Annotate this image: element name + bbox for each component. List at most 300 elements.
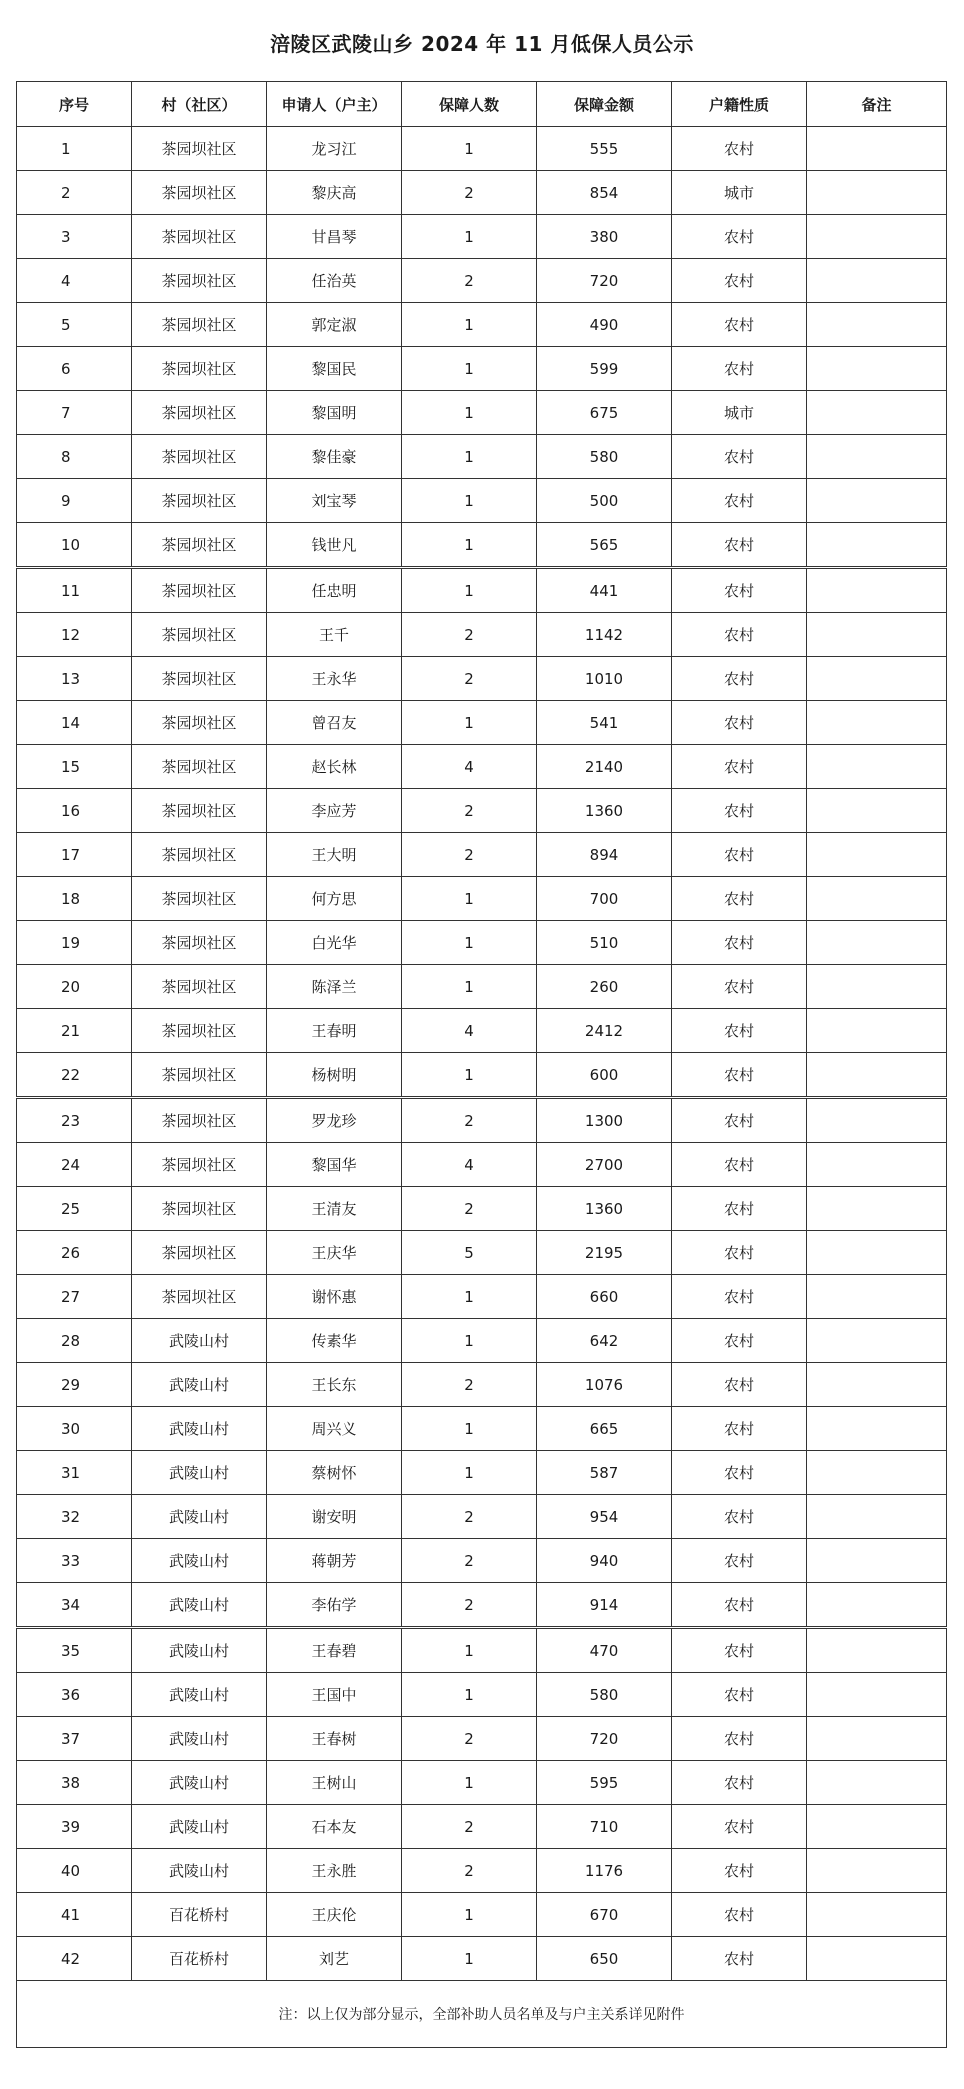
table-row xyxy=(17,435,947,479)
cell-seq: 12 xyxy=(17,613,132,657)
cell-amount: 260 xyxy=(537,965,672,1009)
cell-amount: 670 xyxy=(537,1893,672,1937)
table-row xyxy=(17,965,947,1009)
cell-household-type: 农村 xyxy=(672,789,807,833)
cell-seq: 5 xyxy=(17,303,132,347)
cell-people-count: 1 xyxy=(402,1937,537,1981)
cell-remarks xyxy=(807,789,947,833)
header-seq: 序号 xyxy=(17,82,132,127)
cell-people-count: 1 xyxy=(402,127,537,171)
cell-amount: 595 xyxy=(537,1761,672,1805)
cell-seq: 6 xyxy=(17,347,132,391)
cell-applicant: 王千 xyxy=(267,613,402,657)
cell-remarks xyxy=(807,1407,947,1451)
table-row xyxy=(17,1583,947,1628)
cell-amount: 441 xyxy=(537,568,672,613)
table-row xyxy=(17,1539,947,1583)
cell-seq: 32 xyxy=(17,1495,132,1539)
cell-people-count: 2 xyxy=(402,1849,537,1893)
cell-household-type: 农村 xyxy=(672,1053,807,1098)
cell-village: 茶园坝社区 xyxy=(132,1275,267,1319)
cell-people-count: 1 xyxy=(402,1407,537,1451)
cell-applicant: 蒋朝芳 xyxy=(267,1539,402,1583)
header-remarks: 备注 xyxy=(807,82,947,127)
cell-household-type: 城市 xyxy=(672,391,807,435)
cell-village: 茶园坝社区 xyxy=(132,745,267,789)
cell-seq: 14 xyxy=(17,701,132,745)
cell-remarks xyxy=(807,171,947,215)
cell-household-type: 农村 xyxy=(672,435,807,479)
table-row xyxy=(17,259,947,303)
table-row xyxy=(17,877,947,921)
cell-people-count: 1 xyxy=(402,391,537,435)
cell-remarks xyxy=(807,1098,947,1143)
cell-household-type: 农村 xyxy=(672,303,807,347)
cell-seq: 7 xyxy=(17,391,132,435)
cell-remarks xyxy=(807,1451,947,1495)
cell-remarks xyxy=(807,1363,947,1407)
cell-household-type: 农村 xyxy=(672,1098,807,1143)
cell-remarks xyxy=(807,568,947,613)
cell-household-type: 农村 xyxy=(672,1009,807,1053)
cell-household-type: 农村 xyxy=(672,965,807,1009)
cell-household-type: 农村 xyxy=(672,1761,807,1805)
cell-seq: 29 xyxy=(17,1363,132,1407)
cell-seq: 25 xyxy=(17,1187,132,1231)
cell-remarks xyxy=(807,435,947,479)
cell-seq: 35 xyxy=(17,1628,132,1673)
table-row xyxy=(17,1363,947,1407)
cell-applicant: 黎庆高 xyxy=(267,171,402,215)
cell-people-count: 1 xyxy=(402,1053,537,1098)
cell-village: 茶园坝社区 xyxy=(132,1053,267,1098)
cell-seq: 33 xyxy=(17,1539,132,1583)
cell-household-type: 农村 xyxy=(672,1805,807,1849)
cell-applicant: 龙习江 xyxy=(267,127,402,171)
cell-remarks xyxy=(807,479,947,523)
cell-village: 茶园坝社区 xyxy=(132,965,267,1009)
cell-seq: 1 xyxy=(17,127,132,171)
table-row xyxy=(17,1319,947,1363)
cell-remarks xyxy=(807,1628,947,1673)
cell-remarks xyxy=(807,215,947,259)
cell-applicant: 王国中 xyxy=(267,1673,402,1717)
cell-applicant: 王永华 xyxy=(267,657,402,701)
cell-village: 茶园坝社区 xyxy=(132,1187,267,1231)
cell-remarks xyxy=(807,391,947,435)
cell-village: 茶园坝社区 xyxy=(132,789,267,833)
table-row xyxy=(17,1451,947,1495)
cell-household-type: 农村 xyxy=(672,701,807,745)
cell-household-type: 农村 xyxy=(672,921,807,965)
cell-remarks xyxy=(807,1231,947,1275)
cell-household-type: 农村 xyxy=(672,1539,807,1583)
cell-amount: 2140 xyxy=(537,745,672,789)
table-row xyxy=(17,171,947,215)
cell-amount: 710 xyxy=(537,1805,672,1849)
cell-seq: 10 xyxy=(17,523,132,568)
cell-people-count: 2 xyxy=(402,833,537,877)
cell-amount: 587 xyxy=(537,1451,672,1495)
cell-household-type: 农村 xyxy=(672,1673,807,1717)
table-row xyxy=(17,701,947,745)
cell-household-type: 农村 xyxy=(672,657,807,701)
cell-household-type: 农村 xyxy=(672,1275,807,1319)
cell-applicant: 罗龙珍 xyxy=(267,1098,402,1143)
cell-amount: 1360 xyxy=(537,1187,672,1231)
cell-people-count: 1 xyxy=(402,877,537,921)
table-row xyxy=(17,1628,947,1673)
cell-amount: 500 xyxy=(537,479,672,523)
cell-applicant: 王庆伦 xyxy=(267,1893,402,1937)
cell-household-type: 农村 xyxy=(672,259,807,303)
allowance-table-container xyxy=(16,81,946,2048)
cell-village: 茶园坝社区 xyxy=(132,347,267,391)
cell-people-count: 2 xyxy=(402,1187,537,1231)
cell-village: 武陵山村 xyxy=(132,1717,267,1761)
cell-seq: 38 xyxy=(17,1761,132,1805)
cell-household-type: 农村 xyxy=(672,1143,807,1187)
table-row xyxy=(17,1717,947,1761)
cell-amount: 700 xyxy=(537,877,672,921)
cell-applicant: 传素华 xyxy=(267,1319,402,1363)
cell-applicant: 李应芳 xyxy=(267,789,402,833)
cell-remarks xyxy=(807,1717,947,1761)
cell-seq: 24 xyxy=(17,1143,132,1187)
table-row xyxy=(17,391,947,435)
cell-amount: 2412 xyxy=(537,1009,672,1053)
cell-household-type: 农村 xyxy=(672,1187,807,1231)
cell-remarks xyxy=(807,1937,947,1981)
table-row xyxy=(17,215,947,259)
cell-applicant: 谢怀惠 xyxy=(267,1275,402,1319)
cell-seq: 28 xyxy=(17,1319,132,1363)
header-people-count: 保障人数 xyxy=(402,82,537,127)
table-header-row xyxy=(17,82,947,127)
cell-people-count: 1 xyxy=(402,479,537,523)
cell-village: 武陵山村 xyxy=(132,1628,267,1673)
table-body xyxy=(17,127,947,1981)
cell-remarks xyxy=(807,1143,947,1187)
cell-people-count: 1 xyxy=(402,568,537,613)
cell-seq: 22 xyxy=(17,1053,132,1098)
cell-village: 茶园坝社区 xyxy=(132,657,267,701)
cell-remarks xyxy=(807,965,947,1009)
cell-household-type: 农村 xyxy=(672,1893,807,1937)
cell-people-count: 4 xyxy=(402,745,537,789)
cell-seq: 23 xyxy=(17,1098,132,1143)
table-row xyxy=(17,303,947,347)
cell-household-type: 农村 xyxy=(672,1628,807,1673)
cell-people-count: 1 xyxy=(402,921,537,965)
cell-household-type: 农村 xyxy=(672,347,807,391)
cell-remarks xyxy=(807,1009,947,1053)
cell-seq: 40 xyxy=(17,1849,132,1893)
table-row xyxy=(17,1849,947,1893)
cell-seq: 34 xyxy=(17,1583,132,1628)
cell-household-type: 农村 xyxy=(672,215,807,259)
cell-village: 茶园坝社区 xyxy=(132,701,267,745)
cell-applicant: 谢安明 xyxy=(267,1495,402,1539)
cell-applicant: 王大明 xyxy=(267,833,402,877)
cell-household-type: 农村 xyxy=(672,1495,807,1539)
cell-seq: 41 xyxy=(17,1893,132,1937)
cell-village: 武陵山村 xyxy=(132,1451,267,1495)
cell-applicant: 黎国明 xyxy=(267,391,402,435)
cell-seq: 21 xyxy=(17,1009,132,1053)
table-row xyxy=(17,347,947,391)
cell-amount: 600 xyxy=(537,1053,672,1098)
cell-amount: 675 xyxy=(537,391,672,435)
cell-village: 茶园坝社区 xyxy=(132,1009,267,1053)
table-row xyxy=(17,1275,947,1319)
cell-village: 茶园坝社区 xyxy=(132,877,267,921)
table-row xyxy=(17,1805,947,1849)
cell-village: 武陵山村 xyxy=(132,1673,267,1717)
cell-seq: 39 xyxy=(17,1805,132,1849)
cell-household-type: 农村 xyxy=(672,877,807,921)
table-row xyxy=(17,127,947,171)
cell-household-type: 农村 xyxy=(672,1717,807,1761)
cell-seq: 16 xyxy=(17,789,132,833)
cell-remarks xyxy=(807,1893,947,1937)
table-row xyxy=(17,833,947,877)
table-row xyxy=(17,1143,947,1187)
cell-remarks xyxy=(807,1275,947,1319)
cell-village: 茶园坝社区 xyxy=(132,479,267,523)
cell-applicant: 黎国华 xyxy=(267,1143,402,1187)
table-row xyxy=(17,568,947,613)
cell-remarks xyxy=(807,613,947,657)
cell-remarks xyxy=(807,259,947,303)
cell-village: 茶园坝社区 xyxy=(132,833,267,877)
cell-remarks xyxy=(807,1673,947,1717)
cell-village: 百花桥村 xyxy=(132,1937,267,1981)
cell-seq: 31 xyxy=(17,1451,132,1495)
cell-people-count: 2 xyxy=(402,1805,537,1849)
cell-remarks xyxy=(807,877,947,921)
cell-amount: 580 xyxy=(537,435,672,479)
cell-village: 武陵山村 xyxy=(132,1407,267,1451)
cell-applicant: 王春碧 xyxy=(267,1628,402,1673)
cell-amount: 1142 xyxy=(537,613,672,657)
cell-household-type: 农村 xyxy=(672,127,807,171)
cell-village: 茶园坝社区 xyxy=(132,1143,267,1187)
cell-household-type: 农村 xyxy=(672,613,807,657)
cell-seq: 20 xyxy=(17,965,132,1009)
cell-village: 茶园坝社区 xyxy=(132,391,267,435)
cell-seq: 19 xyxy=(17,921,132,965)
table-row xyxy=(17,1673,947,1717)
cell-people-count: 5 xyxy=(402,1231,537,1275)
cell-applicant: 杨树明 xyxy=(267,1053,402,1098)
cell-people-count: 2 xyxy=(402,259,537,303)
table-row xyxy=(17,479,947,523)
cell-seq: 8 xyxy=(17,435,132,479)
table-row xyxy=(17,1053,947,1098)
cell-village: 武陵山村 xyxy=(132,1319,267,1363)
note-text: 注：以上仅为部分显示，全部补助人员名单及与户主关系详见附件 xyxy=(17,1981,947,2048)
cell-household-type: 农村 xyxy=(672,1363,807,1407)
cell-applicant: 李佑学 xyxy=(267,1583,402,1628)
cell-seq: 9 xyxy=(17,479,132,523)
cell-amount: 1300 xyxy=(537,1098,672,1143)
cell-people-count: 2 xyxy=(402,1583,537,1628)
cell-applicant: 王长东 xyxy=(267,1363,402,1407)
cell-amount: 470 xyxy=(537,1628,672,1673)
cell-village: 茶园坝社区 xyxy=(132,1098,267,1143)
cell-amount: 650 xyxy=(537,1937,672,1981)
cell-amount: 720 xyxy=(537,1717,672,1761)
table-row xyxy=(17,1187,947,1231)
cell-remarks xyxy=(807,1583,947,1628)
cell-amount: 555 xyxy=(537,127,672,171)
cell-amount: 541 xyxy=(537,701,672,745)
cell-remarks xyxy=(807,833,947,877)
table-row xyxy=(17,1761,947,1805)
cell-seq: 30 xyxy=(17,1407,132,1451)
cell-remarks xyxy=(807,1805,947,1849)
cell-applicant: 白光华 xyxy=(267,921,402,965)
cell-applicant: 何方思 xyxy=(267,877,402,921)
cell-seq: 15 xyxy=(17,745,132,789)
cell-village: 茶园坝社区 xyxy=(132,259,267,303)
cell-people-count: 2 xyxy=(402,171,537,215)
cell-seq: 36 xyxy=(17,1673,132,1717)
cell-amount: 954 xyxy=(537,1495,672,1539)
cell-amount: 1010 xyxy=(537,657,672,701)
cell-remarks xyxy=(807,745,947,789)
table-row xyxy=(17,745,947,789)
cell-people-count: 2 xyxy=(402,1717,537,1761)
cell-applicant: 王清友 xyxy=(267,1187,402,1231)
cell-household-type: 农村 xyxy=(672,523,807,568)
cell-remarks xyxy=(807,657,947,701)
cell-people-count: 1 xyxy=(402,965,537,1009)
cell-household-type: 农村 xyxy=(672,1231,807,1275)
cell-amount: 940 xyxy=(537,1539,672,1583)
cell-applicant: 周兴义 xyxy=(267,1407,402,1451)
cell-village: 百花桥村 xyxy=(132,1893,267,1937)
table-row xyxy=(17,1407,947,1451)
cell-amount: 580 xyxy=(537,1673,672,1717)
cell-remarks xyxy=(807,127,947,171)
cell-village: 武陵山村 xyxy=(132,1849,267,1893)
cell-remarks xyxy=(807,347,947,391)
cell-remarks xyxy=(807,1849,947,1893)
cell-village: 茶园坝社区 xyxy=(132,523,267,568)
cell-seq: 11 xyxy=(17,568,132,613)
cell-household-type: 农村 xyxy=(672,833,807,877)
cell-household-type: 农村 xyxy=(672,568,807,613)
cell-amount: 894 xyxy=(537,833,672,877)
cell-people-count: 1 xyxy=(402,435,537,479)
cell-seq: 3 xyxy=(17,215,132,259)
cell-seq: 18 xyxy=(17,877,132,921)
header-applicant: 申请人（户主） xyxy=(267,82,402,127)
cell-people-count: 1 xyxy=(402,1673,537,1717)
cell-household-type: 农村 xyxy=(672,745,807,789)
cell-people-count: 1 xyxy=(402,1319,537,1363)
cell-seq: 17 xyxy=(17,833,132,877)
cell-village: 武陵山村 xyxy=(132,1805,267,1849)
cell-seq: 27 xyxy=(17,1275,132,1319)
cell-amount: 599 xyxy=(537,347,672,391)
cell-applicant: 赵长林 xyxy=(267,745,402,789)
cell-remarks xyxy=(807,1187,947,1231)
cell-people-count: 1 xyxy=(402,701,537,745)
cell-people-count: 1 xyxy=(402,1451,537,1495)
cell-applicant: 石本友 xyxy=(267,1805,402,1849)
cell-applicant: 黎国民 xyxy=(267,347,402,391)
cell-applicant: 曾召友 xyxy=(267,701,402,745)
cell-household-type: 农村 xyxy=(672,479,807,523)
cell-seq: 26 xyxy=(17,1231,132,1275)
cell-village: 茶园坝社区 xyxy=(132,171,267,215)
table-row xyxy=(17,523,947,568)
cell-people-count: 1 xyxy=(402,347,537,391)
cell-village: 茶园坝社区 xyxy=(132,613,267,657)
cell-applicant: 刘艺 xyxy=(267,1937,402,1981)
header-amount: 保障金额 xyxy=(537,82,672,127)
cell-household-type: 农村 xyxy=(672,1407,807,1451)
cell-remarks xyxy=(807,303,947,347)
cell-village: 武陵山村 xyxy=(132,1363,267,1407)
cell-seq: 42 xyxy=(17,1937,132,1981)
cell-applicant: 任治英 xyxy=(267,259,402,303)
cell-seq: 2 xyxy=(17,171,132,215)
cell-village: 茶园坝社区 xyxy=(132,568,267,613)
header-household-type: 户籍性质 xyxy=(672,82,807,127)
cell-applicant: 王永胜 xyxy=(267,1849,402,1893)
cell-applicant: 甘昌琴 xyxy=(267,215,402,259)
table-row xyxy=(17,789,947,833)
cell-amount: 1360 xyxy=(537,789,672,833)
cell-amount: 660 xyxy=(537,1275,672,1319)
cell-village: 茶园坝社区 xyxy=(132,921,267,965)
cell-household-type: 农村 xyxy=(672,1849,807,1893)
cell-amount: 2700 xyxy=(537,1143,672,1187)
cell-people-count: 2 xyxy=(402,1363,537,1407)
cell-remarks xyxy=(807,1539,947,1583)
cell-amount: 720 xyxy=(537,259,672,303)
cell-remarks xyxy=(807,1761,947,1805)
cell-village: 茶园坝社区 xyxy=(132,1231,267,1275)
cell-people-count: 1 xyxy=(402,1761,537,1805)
cell-applicant: 王庆华 xyxy=(267,1231,402,1275)
table-row xyxy=(17,1893,947,1937)
cell-amount: 1176 xyxy=(537,1849,672,1893)
page-title: 涪陵区武陵山乡 2024 年 11 月低保人员公示 xyxy=(270,32,694,56)
table-row xyxy=(17,1098,947,1143)
cell-amount: 665 xyxy=(537,1407,672,1451)
cell-applicant: 郭定淑 xyxy=(267,303,402,347)
cell-people-count: 1 xyxy=(402,1893,537,1937)
table-row xyxy=(17,1009,947,1053)
cell-village: 茶园坝社区 xyxy=(132,303,267,347)
cell-people-count: 2 xyxy=(402,1495,537,1539)
cell-applicant: 陈泽兰 xyxy=(267,965,402,1009)
table-row xyxy=(17,613,947,657)
cell-village: 茶园坝社区 xyxy=(132,127,267,171)
cell-remarks xyxy=(807,921,947,965)
cell-household-type: 城市 xyxy=(672,171,807,215)
cell-amount: 380 xyxy=(537,215,672,259)
cell-village: 茶园坝社区 xyxy=(132,435,267,479)
cell-applicant: 王春明 xyxy=(267,1009,402,1053)
cell-amount: 642 xyxy=(537,1319,672,1363)
cell-village: 武陵山村 xyxy=(132,1583,267,1628)
